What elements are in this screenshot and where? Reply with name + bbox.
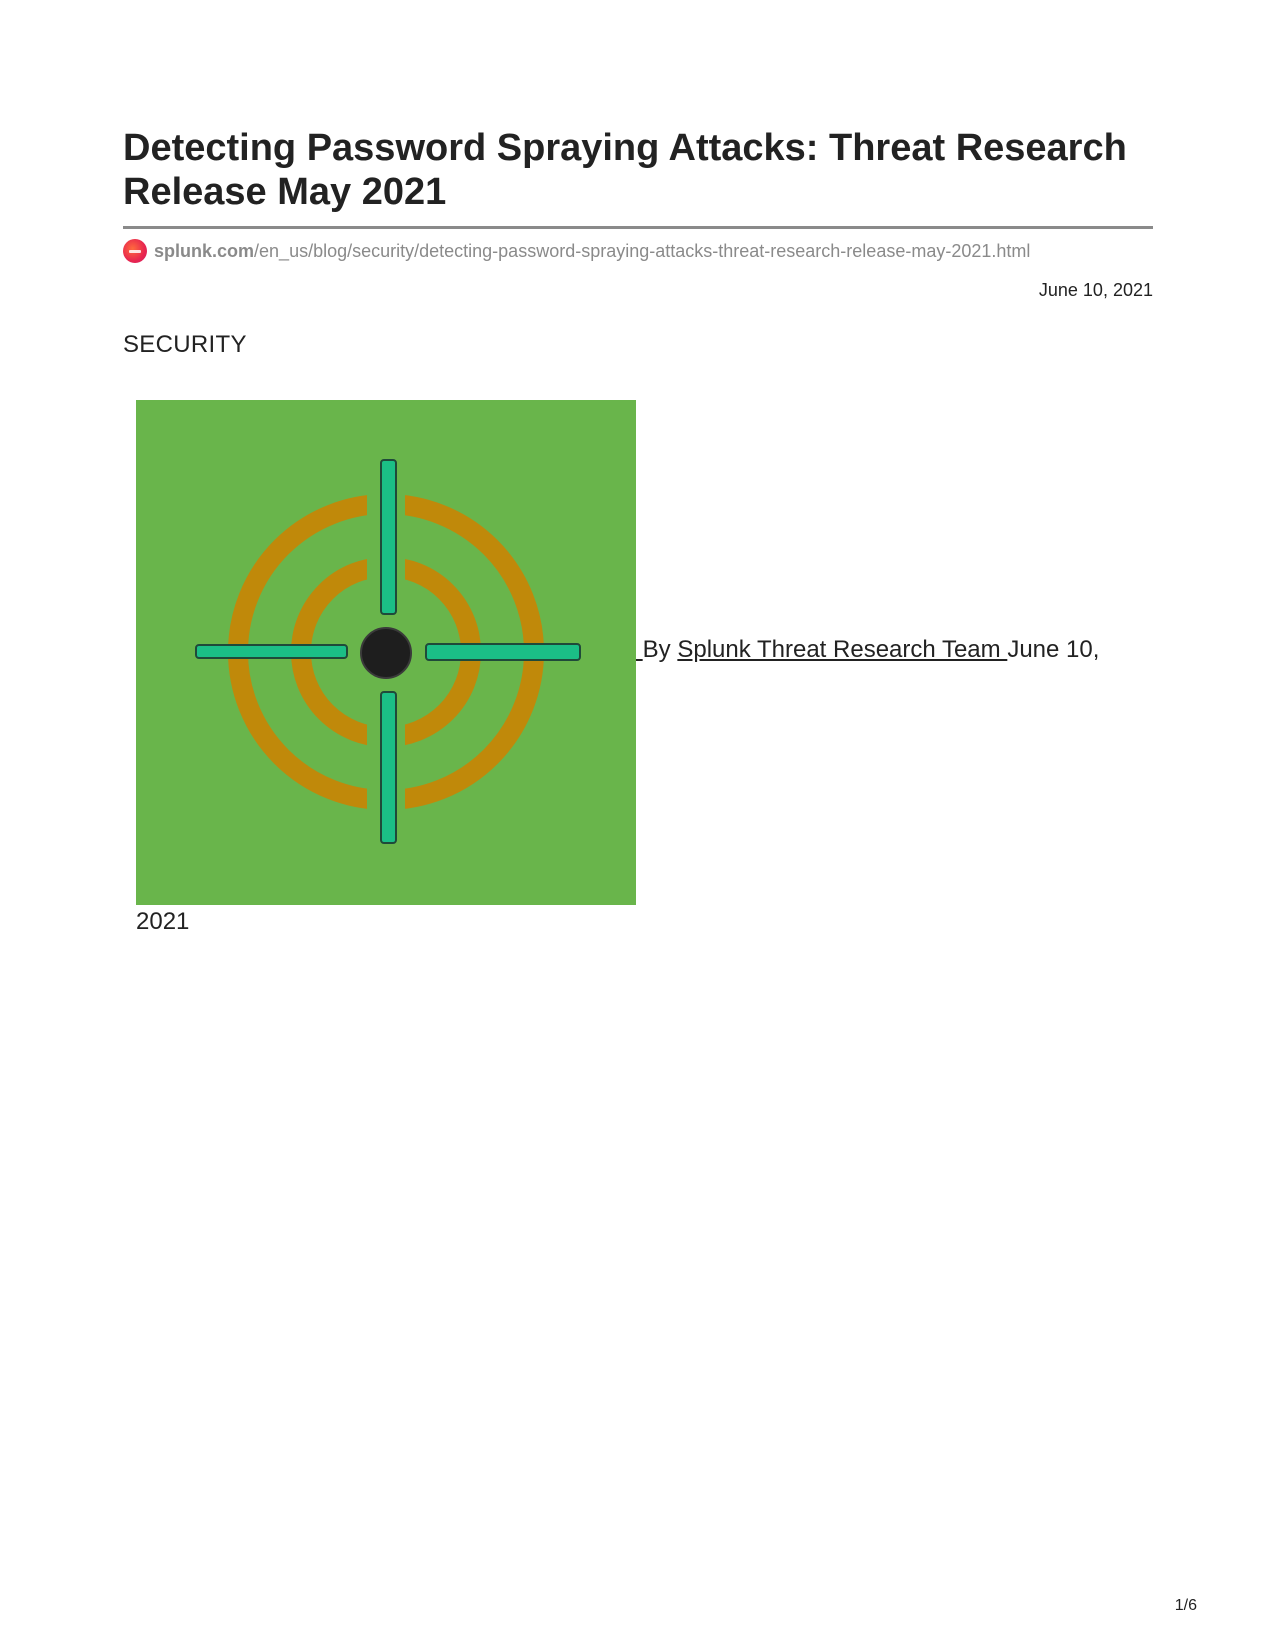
byline-date-start: June 10, — [1007, 636, 1100, 663]
crosshair-bottom — [381, 692, 396, 843]
byline-date-end: 2021 — [136, 908, 190, 935]
byline — [636, 636, 1099, 664]
crosshair-target-icon — [136, 400, 636, 905]
page-number: 1/6 — [1174, 1597, 1197, 1614]
author-link[interactable]: Splunk Threat Research Team — [677, 636, 1008, 663]
source-path: /en_us/blog/security/detecting-password-spraying-attacks-threat-research-release-may-2021.html — [254, 240, 1031, 261]
title-divider — [123, 226, 1153, 229]
image-link-tail[interactable] — [636, 636, 643, 663]
crosshair-left — [196, 645, 347, 658]
target-center-dot — [361, 628, 411, 678]
category-label: SECURITY — [123, 331, 247, 358]
splunk-logo-icon — [123, 239, 147, 263]
page-title: Detecting Password Spraying Attacks: Threat Research Release May 2021 — [123, 127, 1127, 213]
crosshair-right — [426, 644, 580, 660]
source-domain: splunk.com — [154, 240, 255, 261]
source-url[interactable] — [123, 239, 1030, 263]
byline-prefix: By — [642, 636, 678, 663]
crosshair-top — [381, 460, 396, 614]
publish-date: June 10, 2021 — [1038, 280, 1153, 300]
